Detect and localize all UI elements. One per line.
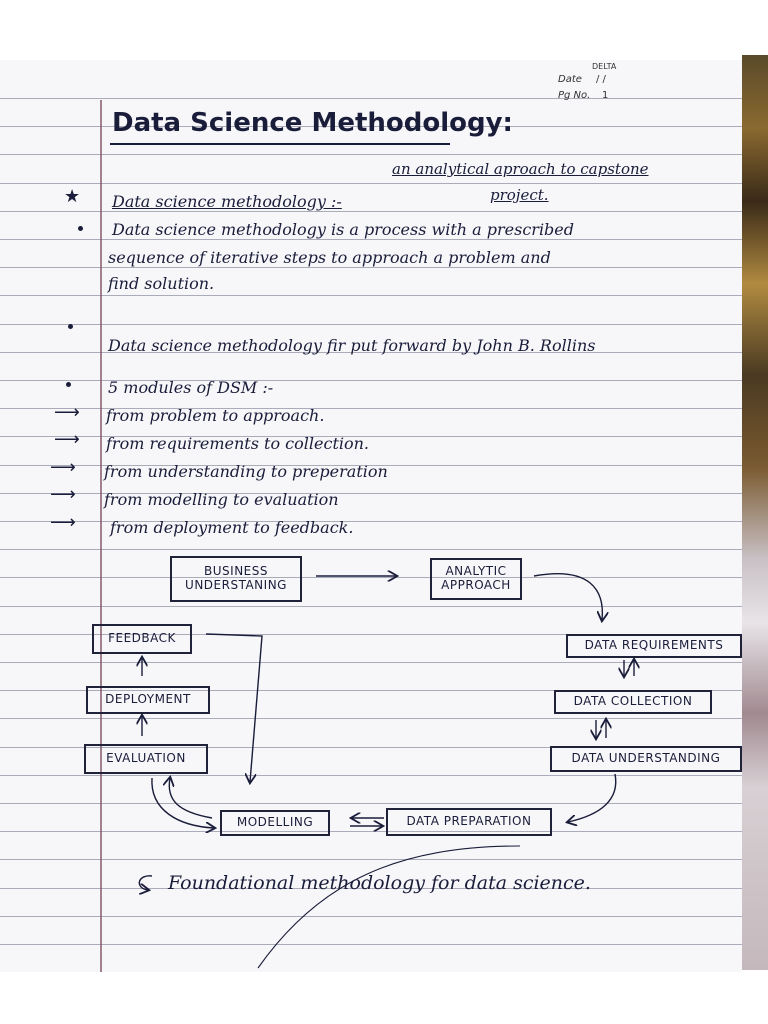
- subtitle-line-2: project.: [490, 186, 549, 204]
- analytic-approach-box: ANALYTIC APPROACH: [430, 558, 522, 600]
- star-icon: ★: [64, 186, 81, 207]
- arrow-right-icon: ⟶: [50, 484, 76, 505]
- arrow-evaluation-to-modelling: [152, 778, 214, 828]
- arrow-right-icon: ⟶: [54, 429, 80, 450]
- subtitle-line-1: an analytical aproach to capstone: [392, 160, 649, 178]
- feedback-box: FEEDBACK: [92, 624, 192, 654]
- arrow-right-icon: ⟶: [54, 402, 80, 423]
- date-value: / /: [596, 74, 606, 85]
- brand-label: DELTA: [592, 62, 617, 71]
- date-label: Date: [558, 74, 582, 85]
- paragraph-1-line-2: sequence of iterative steps to approach a problem and: [108, 248, 551, 267]
- module-item: from requirements to collection.: [106, 434, 370, 453]
- page-title: Data Science Methodology:: [112, 108, 513, 138]
- paragraph-1-line-1: Data science methodology is a process with a prescribed: [112, 220, 575, 239]
- deployment-box: DEPLOYMENT: [86, 686, 210, 714]
- modelling-box: MODELLING: [220, 810, 330, 836]
- module-item: from problem to approach.: [106, 406, 325, 425]
- evaluation-box: EVALUATION: [84, 744, 208, 774]
- module-item: from deployment to feedback.: [110, 518, 354, 537]
- data-understanding-box: DATA UNDERSTANDING: [550, 746, 742, 772]
- modules-heading: 5 modules of DSM :-: [108, 378, 274, 397]
- arrow-right-icon: ⟶: [50, 512, 76, 533]
- arrow-analytic-to-requirements: [534, 574, 602, 620]
- arrow-modelling-to-evaluation: [169, 778, 212, 818]
- data-collection-box: DATA COLLECTION: [554, 690, 712, 714]
- stray-pen-line: [258, 846, 520, 968]
- arrow-feedback-to-modelling: [206, 634, 262, 782]
- module-item: from modelling to evaluation: [104, 490, 339, 509]
- page-number-label: Pg No.: [558, 90, 591, 101]
- module-item: from understanding to preperation: [104, 462, 388, 481]
- hook-arrow-icon: [139, 876, 152, 890]
- section-heading: Data science methodology :-: [112, 192, 342, 211]
- data-preparation-box: DATA PREPARATION: [386, 808, 552, 836]
- data-requirements-box: DATA REQUIREMENTS: [566, 634, 742, 658]
- paragraph-2: Data science methodology fir put forward by John B. Rollins: [108, 336, 596, 355]
- paragraph-1-line-3: find solution.: [108, 274, 215, 293]
- arrow-right-icon: ⟶: [50, 457, 76, 478]
- page-number-value: 1: [602, 90, 609, 101]
- arrow-understanding-to-preparation: [568, 774, 616, 822]
- business-understanding-box: BUSINESS UNDERSTANING: [170, 556, 302, 602]
- footer-note: Foundational methodology for data science.: [168, 872, 591, 894]
